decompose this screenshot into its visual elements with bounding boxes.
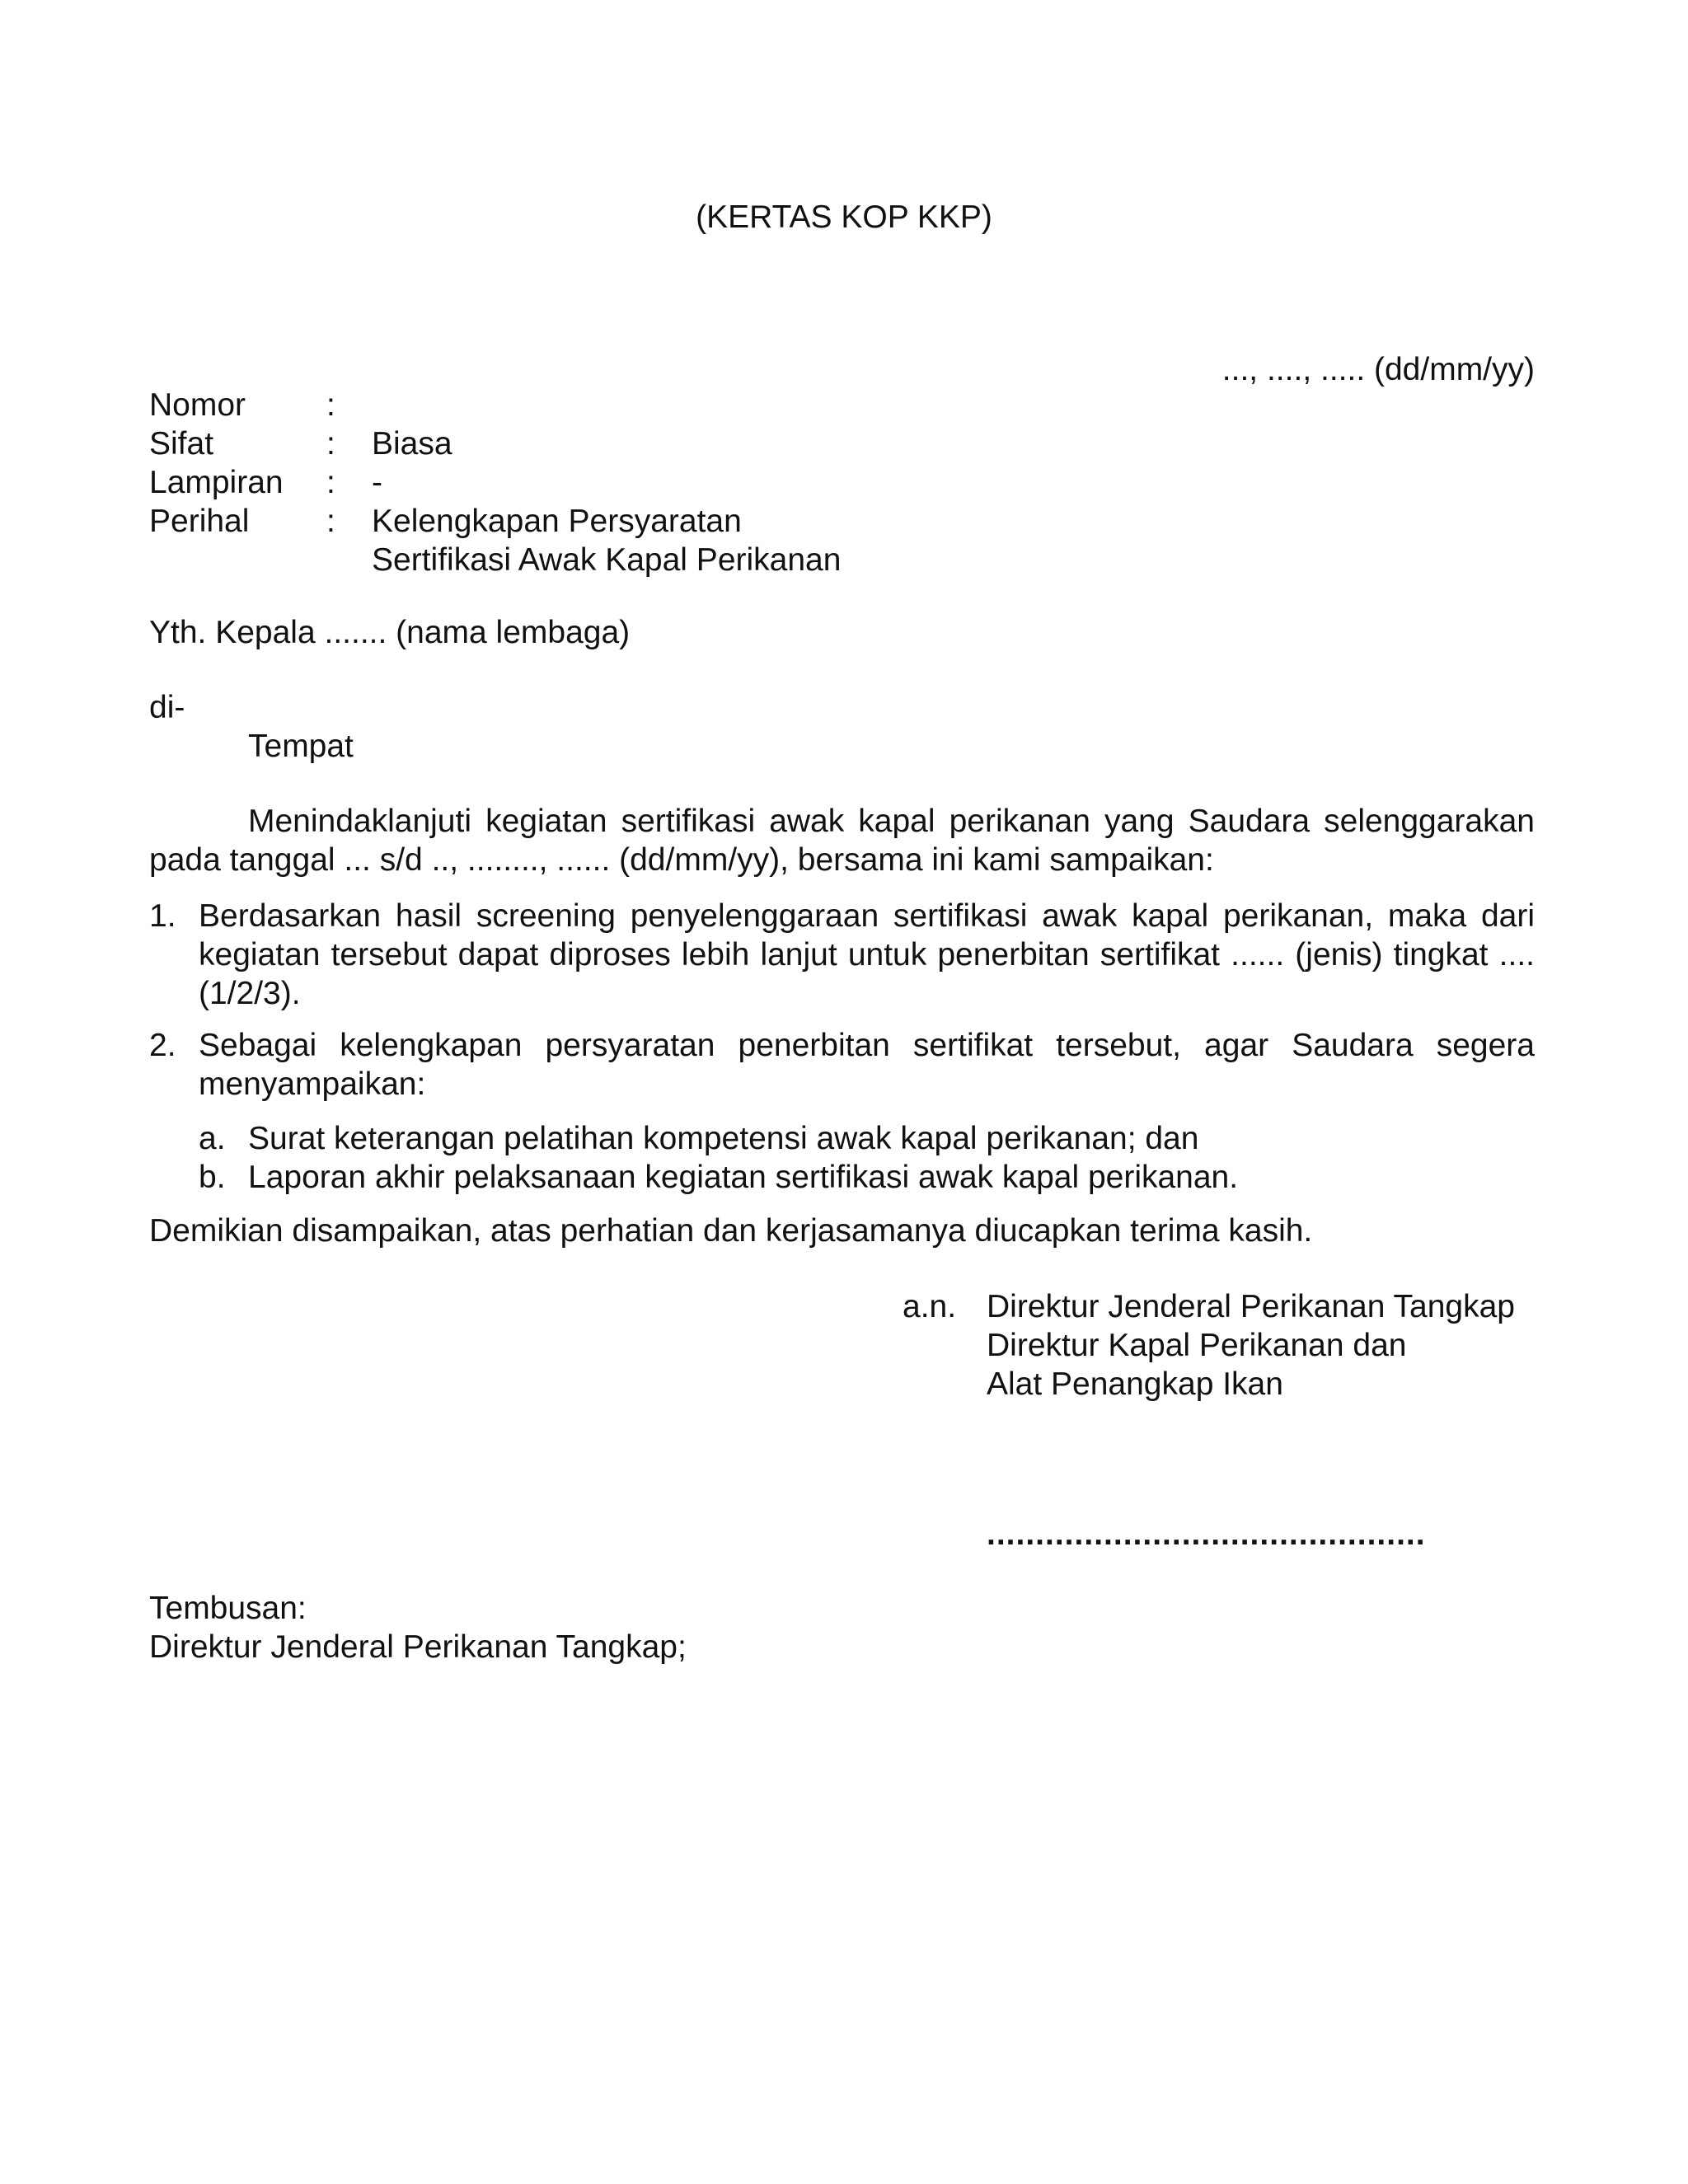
addressee: Yth. Kepala ....... (nama lembaga) bbox=[149, 615, 631, 650]
sub-list-item bbox=[199, 1119, 1535, 1158]
meta-label: Perihal bbox=[149, 504, 250, 539]
meta-row-lampiran bbox=[149, 463, 841, 502]
sub-list-item bbox=[199, 1158, 1535, 1197]
sub-list-item-text: Laporan akhir pelaksanaan kegiatan sertifikasi awak kapal perikanan. bbox=[248, 1160, 1239, 1195]
body-paragraph bbox=[149, 802, 1535, 879]
body-paragraph-text: Menindaklanjuti kegiatan sertifikasi awak kapal perikanan yang Saudara selenggarakan pada tanggal ... s/d .., ........, ...... (dd/mm/yy), bersama ini kami sampaikan: bbox=[149, 804, 1535, 878]
meta-colon: : bbox=[326, 387, 335, 423]
meta-colon: : bbox=[326, 504, 335, 539]
signature-line: Direktur Kapal Perikanan dan bbox=[987, 1328, 1407, 1363]
signature-line: Direktur Jenderal Perikanan Tangkap bbox=[987, 1289, 1515, 1324]
signature-an: a.n. bbox=[903, 1289, 957, 1324]
meta-label: Sifat bbox=[149, 426, 214, 462]
list-item bbox=[149, 897, 1535, 1013]
meta-value-continuation: Sertifikasi Awak Kapal Perikanan bbox=[372, 542, 842, 578]
meta-label: Lampiran bbox=[149, 465, 284, 500]
sub-list-item-text: Surat keterangan pelatihan kompetensi awak kapal perikanan; dan bbox=[248, 1121, 1199, 1156]
tembusan-item: Direktur Jenderal Perikanan Tangkap; bbox=[149, 1629, 687, 1665]
meta-label: Nomor bbox=[149, 387, 246, 423]
sub-list-marker: a. bbox=[199, 1121, 226, 1156]
signature-block bbox=[987, 1287, 1515, 1404]
list-item bbox=[149, 1026, 1535, 1104]
numbered-list bbox=[149, 897, 1535, 1117]
meta-row-sifat bbox=[149, 424, 841, 463]
letter-meta bbox=[149, 386, 841, 579]
list-item-text: Sebagai kelengkapan persyaratan penerbitan sertifikat tersebut, agar Saudara segera menyampaikan: bbox=[199, 1028, 1535, 1102]
sub-list-marker: b. bbox=[199, 1160, 226, 1195]
meta-value: Biasa bbox=[372, 426, 452, 462]
addressee-di: di- bbox=[149, 690, 185, 725]
tembusan bbox=[149, 1589, 687, 1666]
meta-row-perihal bbox=[149, 502, 841, 541]
closing-sentence: Demikian disampaikan, atas perhatian dan kerjasamanya diucapkan terima kasih. bbox=[149, 1213, 1313, 1249]
tembusan-label: Tembusan: bbox=[149, 1591, 307, 1626]
sub-list bbox=[199, 1119, 1535, 1197]
signature-name-placeholder: ............................................. bbox=[987, 1516, 1426, 1552]
list-marker: 1. bbox=[149, 898, 176, 934]
date-line: ..., ...., ..... (dd/mm/yy) bbox=[1221, 352, 1535, 387]
list-item-text: Berdasarkan hasil screening penyelenggaraan sertifikasi awak kapal perikanan, maka dari kegiatan tersebut dapat diproses lebih lanjut untuk penerbitan sertifikat ...... (jenis) tingkat .... (1/2/3). bbox=[199, 898, 1535, 1011]
letterhead-placeholder: (KERTAS KOP KKP) bbox=[696, 199, 992, 235]
addressee-tempat: Tempat bbox=[248, 729, 354, 764]
meta-row-nomor bbox=[149, 386, 841, 424]
meta-colon: : bbox=[326, 426, 335, 462]
meta-value: Kelengkapan Persyaratan bbox=[372, 504, 742, 539]
signature-line: Alat Penangkap Ikan bbox=[987, 1366, 1283, 1402]
meta-colon: : bbox=[326, 465, 335, 500]
meta-value: - bbox=[372, 465, 382, 500]
list-marker: 2. bbox=[149, 1028, 176, 1063]
